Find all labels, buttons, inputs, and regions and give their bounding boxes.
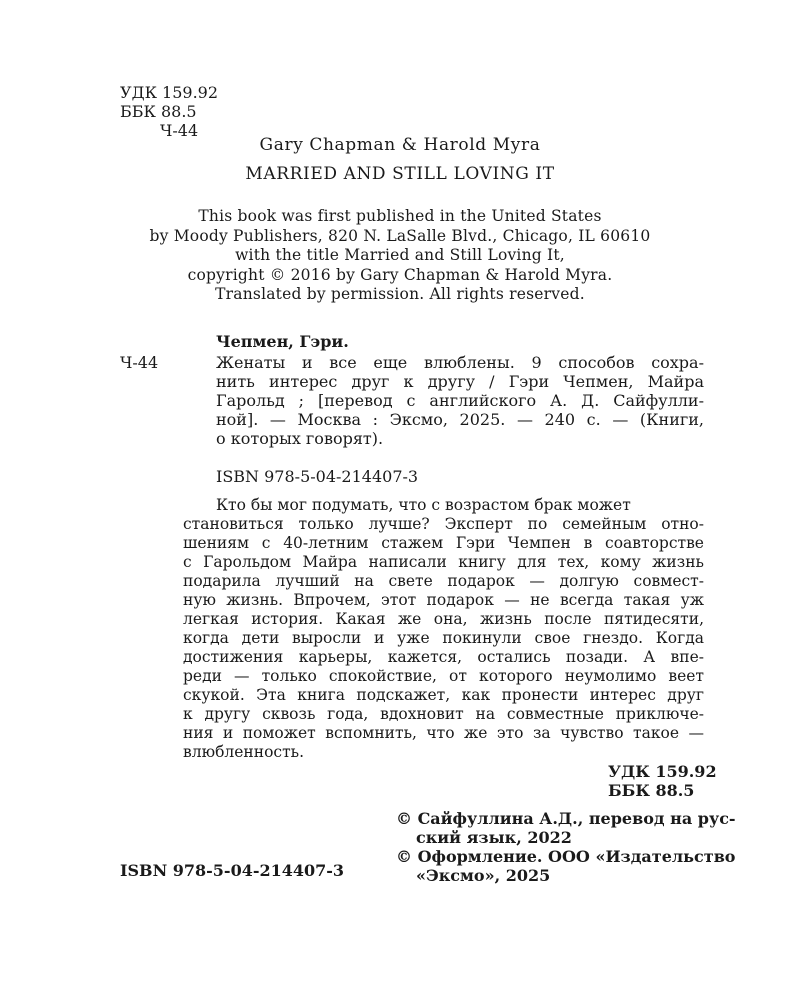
original-authors: Gary Chapman & Harold Myra	[259, 135, 541, 155]
footer-isbn: ISBN 978-5-04-214407-3	[120, 861, 345, 880]
catalog-line: о которых говорят).	[216, 429, 384, 448]
publication-line: with the title Married and Still Loving It,	[235, 246, 565, 264]
copyright-line: ский язык, 2022	[416, 828, 572, 847]
index-codes	[120, 83, 218, 140]
annotation-codes	[608, 762, 717, 800]
copyright-notices	[396, 809, 736, 885]
annotation-line: достижения карьеры, кажется, остались позади. А впе-	[183, 648, 704, 666]
catalog-heading: Чепмен, Гэри.	[216, 332, 349, 351]
publication-line: by Moody Publishers, 820 N. LaSalle Blvd., Chicago, IL 60610	[149, 226, 651, 245]
copyright-line: © Оформление. ООО «Издательство	[396, 847, 736, 866]
annotation-line: подарила лучший на свете подарок — долгую совмест-	[183, 572, 704, 590]
author-mark: Ч-44	[160, 121, 199, 140]
annotation-line: с Гарольдом Майра написали книгу для тех, кому жизнь	[183, 553, 704, 571]
annotation-line: Кто бы мог подумать, что с возрастом брак может	[216, 496, 631, 514]
annotation	[183, 496, 704, 762]
publication-line: Translated by permission. All rights reserved.	[215, 285, 585, 303]
bbk-code: ББК 88.5	[120, 102, 197, 121]
catalog-line: ной]. — Москва : Эксмо, 2025. — 240 с. — (Книги,	[216, 410, 704, 429]
annotation-line: влюбленность.	[183, 743, 305, 761]
catalog-line: Гарольд ; [перевод с английского А. Д. Сайфулли-	[216, 391, 704, 410]
catalog-line: нить интерес друг к другу / Гэри Чепмен, Майра	[216, 372, 704, 391]
annotation-line: ную жизнь. Впрочем, этот подарок — не всегда такая уж	[183, 591, 704, 609]
annotation-line: ния и поможет вспомнить, что же это за чувство такое —	[183, 724, 704, 742]
publication-line: This book was first published in the United States	[198, 207, 602, 225]
annotation-line: становиться только лучше? Эксперт по семейным отно-	[183, 515, 704, 533]
annotation-line: легкая история. Какая же она, жизнь после пятидесяти,	[183, 610, 704, 628]
annotation-bbk: ББК 88.5	[608, 781, 695, 800]
annotation-line: шениям с 40-летним стажем Гэри Чемпен в соавторстве	[183, 534, 704, 552]
original-title: MARRIED AND STILL LOVING IT	[245, 164, 555, 184]
copyright-line: «Эксмо», 2025	[416, 866, 551, 885]
annotation-line: к другу сквозь года, вдохновит на совместные приключе-	[183, 705, 704, 723]
annotation-line: когда дети выросли и уже покинули свое гнездо. Когда	[183, 629, 704, 647]
annotation-udk: УДК 159.92	[608, 762, 717, 781]
catalog-isbn: ISBN 978-5-04-214407-3	[216, 467, 419, 486]
publication-info	[0, 207, 800, 305]
copyright-line: © Сайфуллина А.Д., перевод на рус-	[396, 809, 736, 828]
catalog-entry	[216, 353, 704, 448]
catalog-line: Женаты и все еще влюблены. 9 способов сохра-	[216, 353, 704, 372]
publication-line: copyright © 2016 by Gary Chapman & Harold Myra.	[187, 265, 613, 284]
annotation-line: скукой. Эта книга подскажет, как пронести интерес друг	[183, 686, 704, 704]
udk-code: УДК 159.92	[120, 83, 219, 102]
annotation-line: реди — только спокойствие, от которого неумолимо веет	[183, 667, 704, 685]
catalog-mark: Ч-44	[120, 353, 159, 372]
